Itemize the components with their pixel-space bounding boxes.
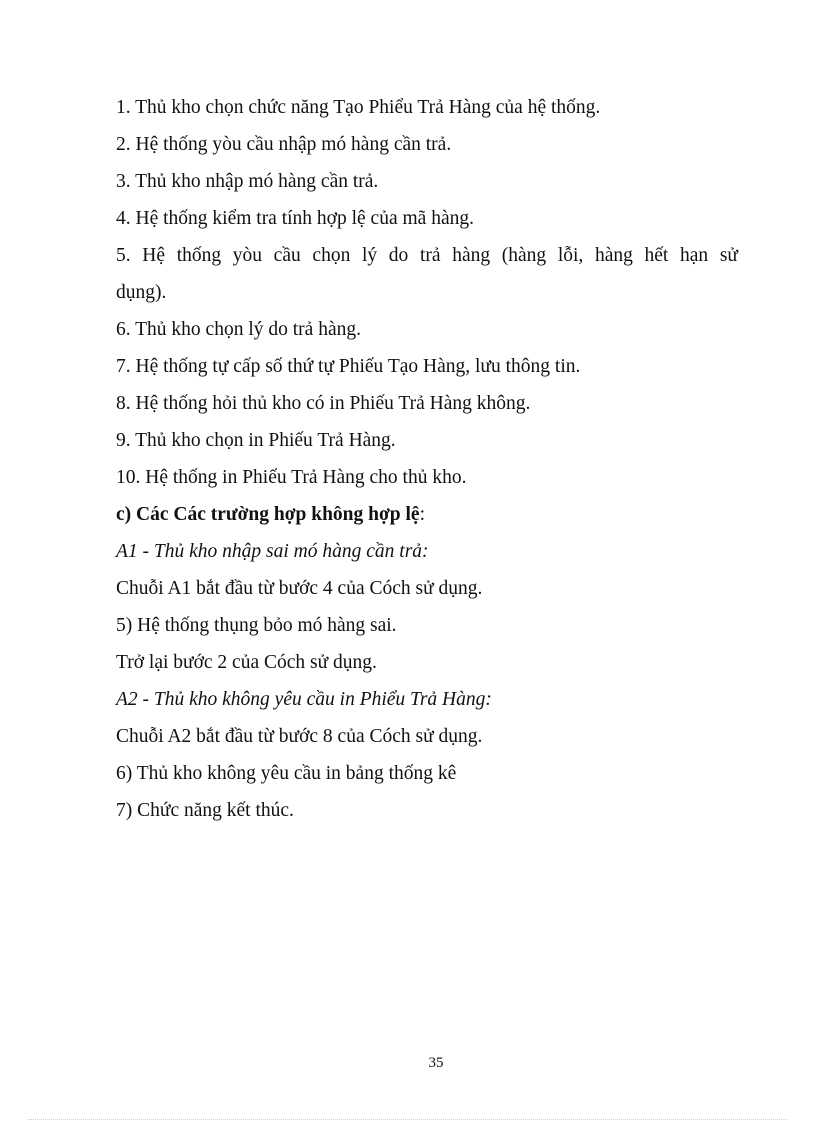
step-2: 2. Hệ thống yòu cầu nhập mó hàng cần trả. [116, 134, 452, 155]
a2-line-3: 7) Chức năng kết thúc. [116, 800, 294, 821]
section-heading [116, 500, 738, 537]
step-4: 4. Hệ thống kiểm tra tính hợp lệ của mã hàng. [116, 208, 474, 229]
step-3: 3. Thủ kho nhập mó hàng cần trả. [116, 171, 379, 192]
a1-line-3: Trở lại bước 2 của Cóch sử dụng. [116, 652, 377, 673]
a2-title: A2 - Thủ kho không yêu cầu in Phiểu Trả Hàng: [116, 689, 492, 710]
page-number: 35 [428, 1055, 444, 1071]
step-8: 8. Hệ thống hỏi thủ kho có in Phiếu Trả Hàng không. [116, 393, 531, 414]
document-body [116, 93, 738, 833]
a1-line-2: 5) Hệ thống thụng bỏo mó hàng sai. [116, 615, 397, 636]
section-heading-text: c) Các Các trường hợp không hợp lệ [116, 504, 420, 525]
step-10: 10. Hệ thống in Phiếu Trả Hàng cho thủ kho. [116, 467, 467, 488]
page-bottom-divider [28, 1119, 788, 1120]
step-1: 1. Thủ kho chọn chức năng Tạo Phiểu Trả Hàng của hệ thống. [116, 97, 601, 118]
step-5: 5. Hệ thống yòu cầu chọn lý do trả hàng (hàng lỗi, hàng hết hạn sử [116, 245, 738, 266]
step-6: 6. Thủ kho chọn lý do trả hàng. [116, 319, 361, 340]
a2-line-2: 6) Thủ kho không yêu cầu in bảng thống kê [116, 763, 457, 784]
step-7: 7. Hệ thống tự cấp số thứ tự Phiếu Tạo Hàng, lưu thông tin. [116, 356, 581, 377]
a1-title: A1 - Thủ kho nhập sai mó hàng cần trả: [116, 541, 429, 562]
a1-line-1: Chuỗi A1 bắt đầu từ bước 4 của Cóch sử dụng. [116, 578, 483, 599]
a2-line-1: Chuỗi A2 bắt đầu từ bước 8 của Cóch sử dụng. [116, 726, 483, 747]
step-5-continuation: dụng). [116, 282, 167, 303]
step-9: 9. Thủ kho chọn in Phiếu Trả Hàng. [116, 430, 396, 451]
section-heading-colon: : [419, 504, 425, 525]
